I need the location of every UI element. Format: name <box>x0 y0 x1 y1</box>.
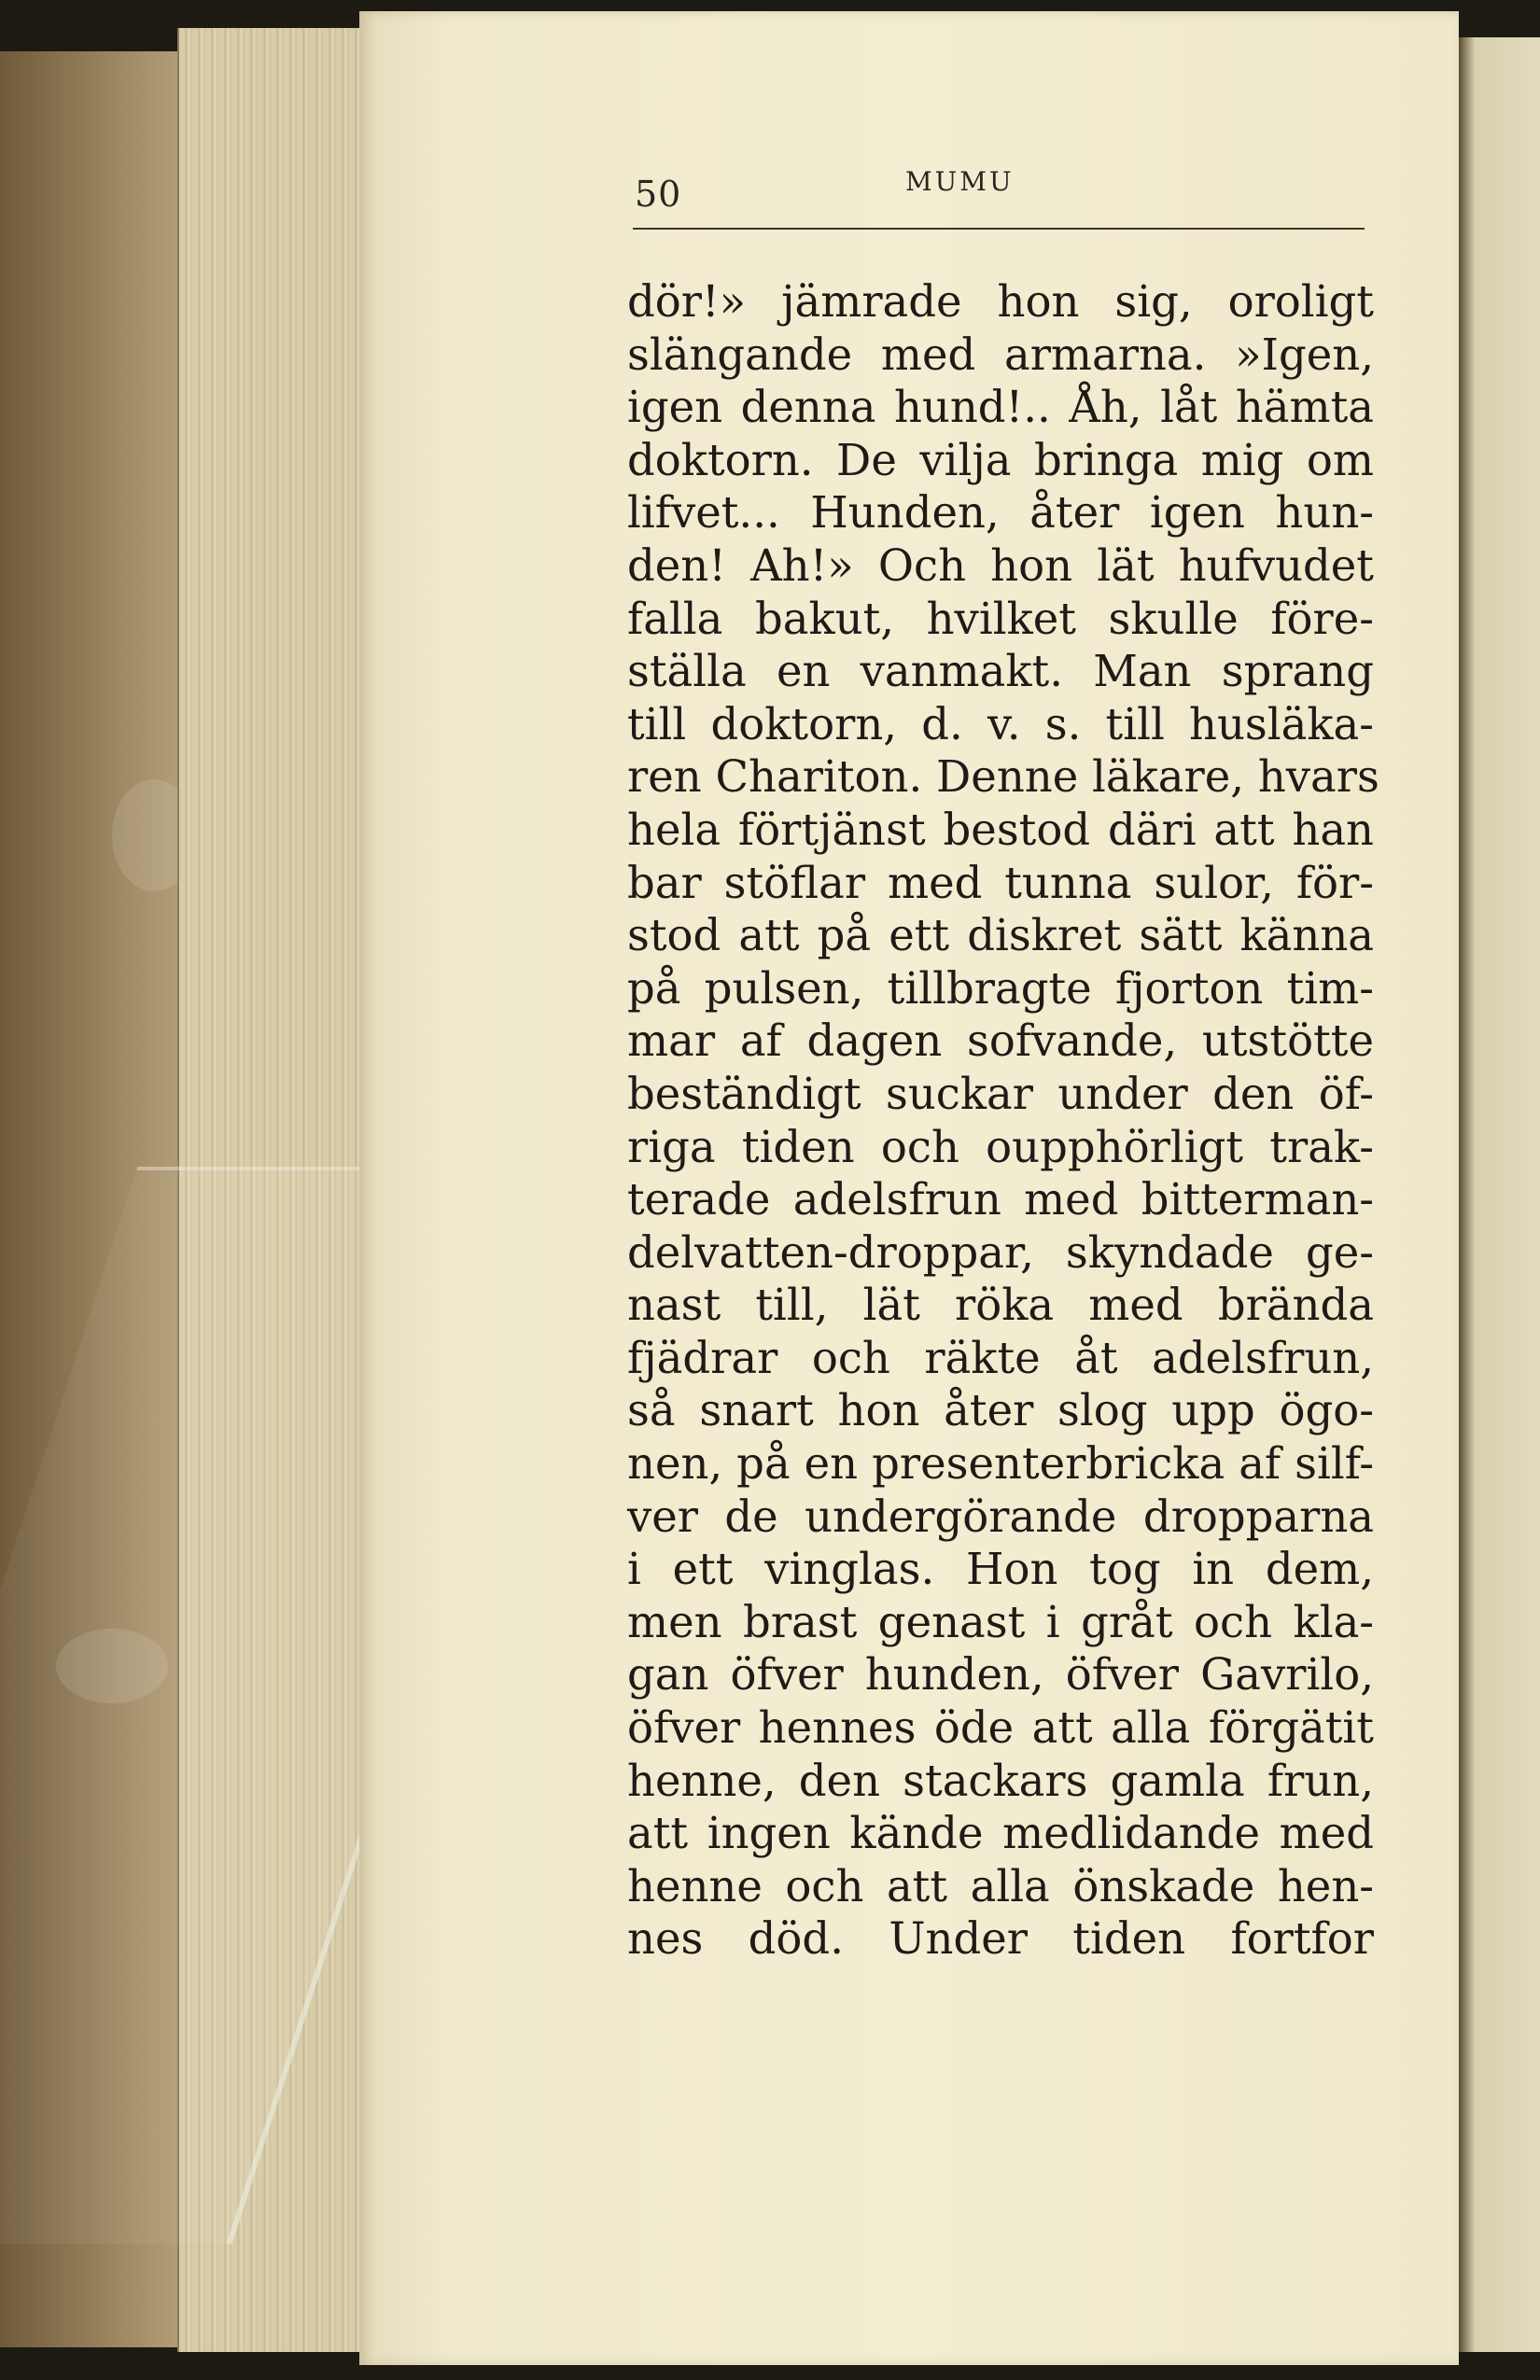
text-line: att ingen kände medlidande med <box>627 1808 1374 1859</box>
text-line: nast till, lät röka med brända <box>627 1280 1374 1331</box>
header-rule <box>633 228 1365 230</box>
text-line: nes död. Under tiden fortfor <box>627 1913 1374 1965</box>
text-line: beständigt suckar under den öf- <box>627 1068 1374 1119</box>
text-line: delvatten-droppar, skyndade ge- <box>627 1226 1374 1278</box>
text-line: stod att på ett diskret sätt känna <box>627 910 1374 961</box>
text-line: dör!» jämrade hon sig, oroligt <box>627 276 1374 327</box>
text-line: men brast genast i gråt och kla- <box>627 1596 1374 1647</box>
text-line: på pulsen, tillbragte fjorton tim- <box>627 962 1374 1014</box>
text-line: ren Chariton. Denne läkare, hvars <box>627 751 1379 803</box>
text-line: nen, på en presenterbricka af silf- <box>627 1438 1374 1490</box>
text-line: falla bakut, hvilket skulle före- <box>627 593 1374 644</box>
text-line: fjädrar och räkte åt adelsfrun, <box>627 1332 1374 1383</box>
text-line: mar af dagen sofvande, utstötte <box>627 1015 1374 1067</box>
text-line: riga tiden och oupphörligt trak- <box>627 1121 1374 1172</box>
text-line: gan öfver hunden, öfver Gavrilo, <box>627 1649 1374 1701</box>
right-page-edge <box>1459 37 1540 2352</box>
text-line: så snart hon åter slog upp ögo- <box>627 1385 1374 1436</box>
text-line: den! Ah!» Och hon lät hufvudet <box>627 539 1374 591</box>
text-line: öfver hennes öde att alla förgätit <box>627 1702 1374 1754</box>
text-line: igen denna hund!.. Åh, låt hämta <box>627 382 1374 433</box>
text-line: hela förtjänst bestod däri att han <box>627 804 1374 855</box>
text-line: slängande med armarna. »Igen, <box>627 329 1374 380</box>
text-line: doktorn. De vilja bringa mig om <box>627 434 1374 485</box>
text-line: bar stöflar med tunna sulor, för- <box>627 857 1374 908</box>
text-line: till doktorn, d. v. s. till husläka- <box>627 698 1374 749</box>
body-text <box>627 275 1379 1966</box>
page-number: 50 <box>635 174 682 215</box>
running-title: MUMU <box>905 166 1015 197</box>
text-line: i ett vinglas. Hon tog in dem, <box>627 1544 1374 1595</box>
text-line: henne, den stackars gamla frun, <box>627 1755 1374 1806</box>
text-line: lifvet... Hunden, åter igen hun- <box>627 487 1374 539</box>
text-line: ver de undergörande dropparna <box>627 1491 1374 1542</box>
text-line: ställa en vanmakt. Man sprang <box>627 646 1374 697</box>
page-header <box>635 166 1363 222</box>
text-line: henne och att alla önskade hen- <box>627 1860 1374 1911</box>
text-line: terade adelsfrun med bitterman- <box>627 1174 1374 1225</box>
